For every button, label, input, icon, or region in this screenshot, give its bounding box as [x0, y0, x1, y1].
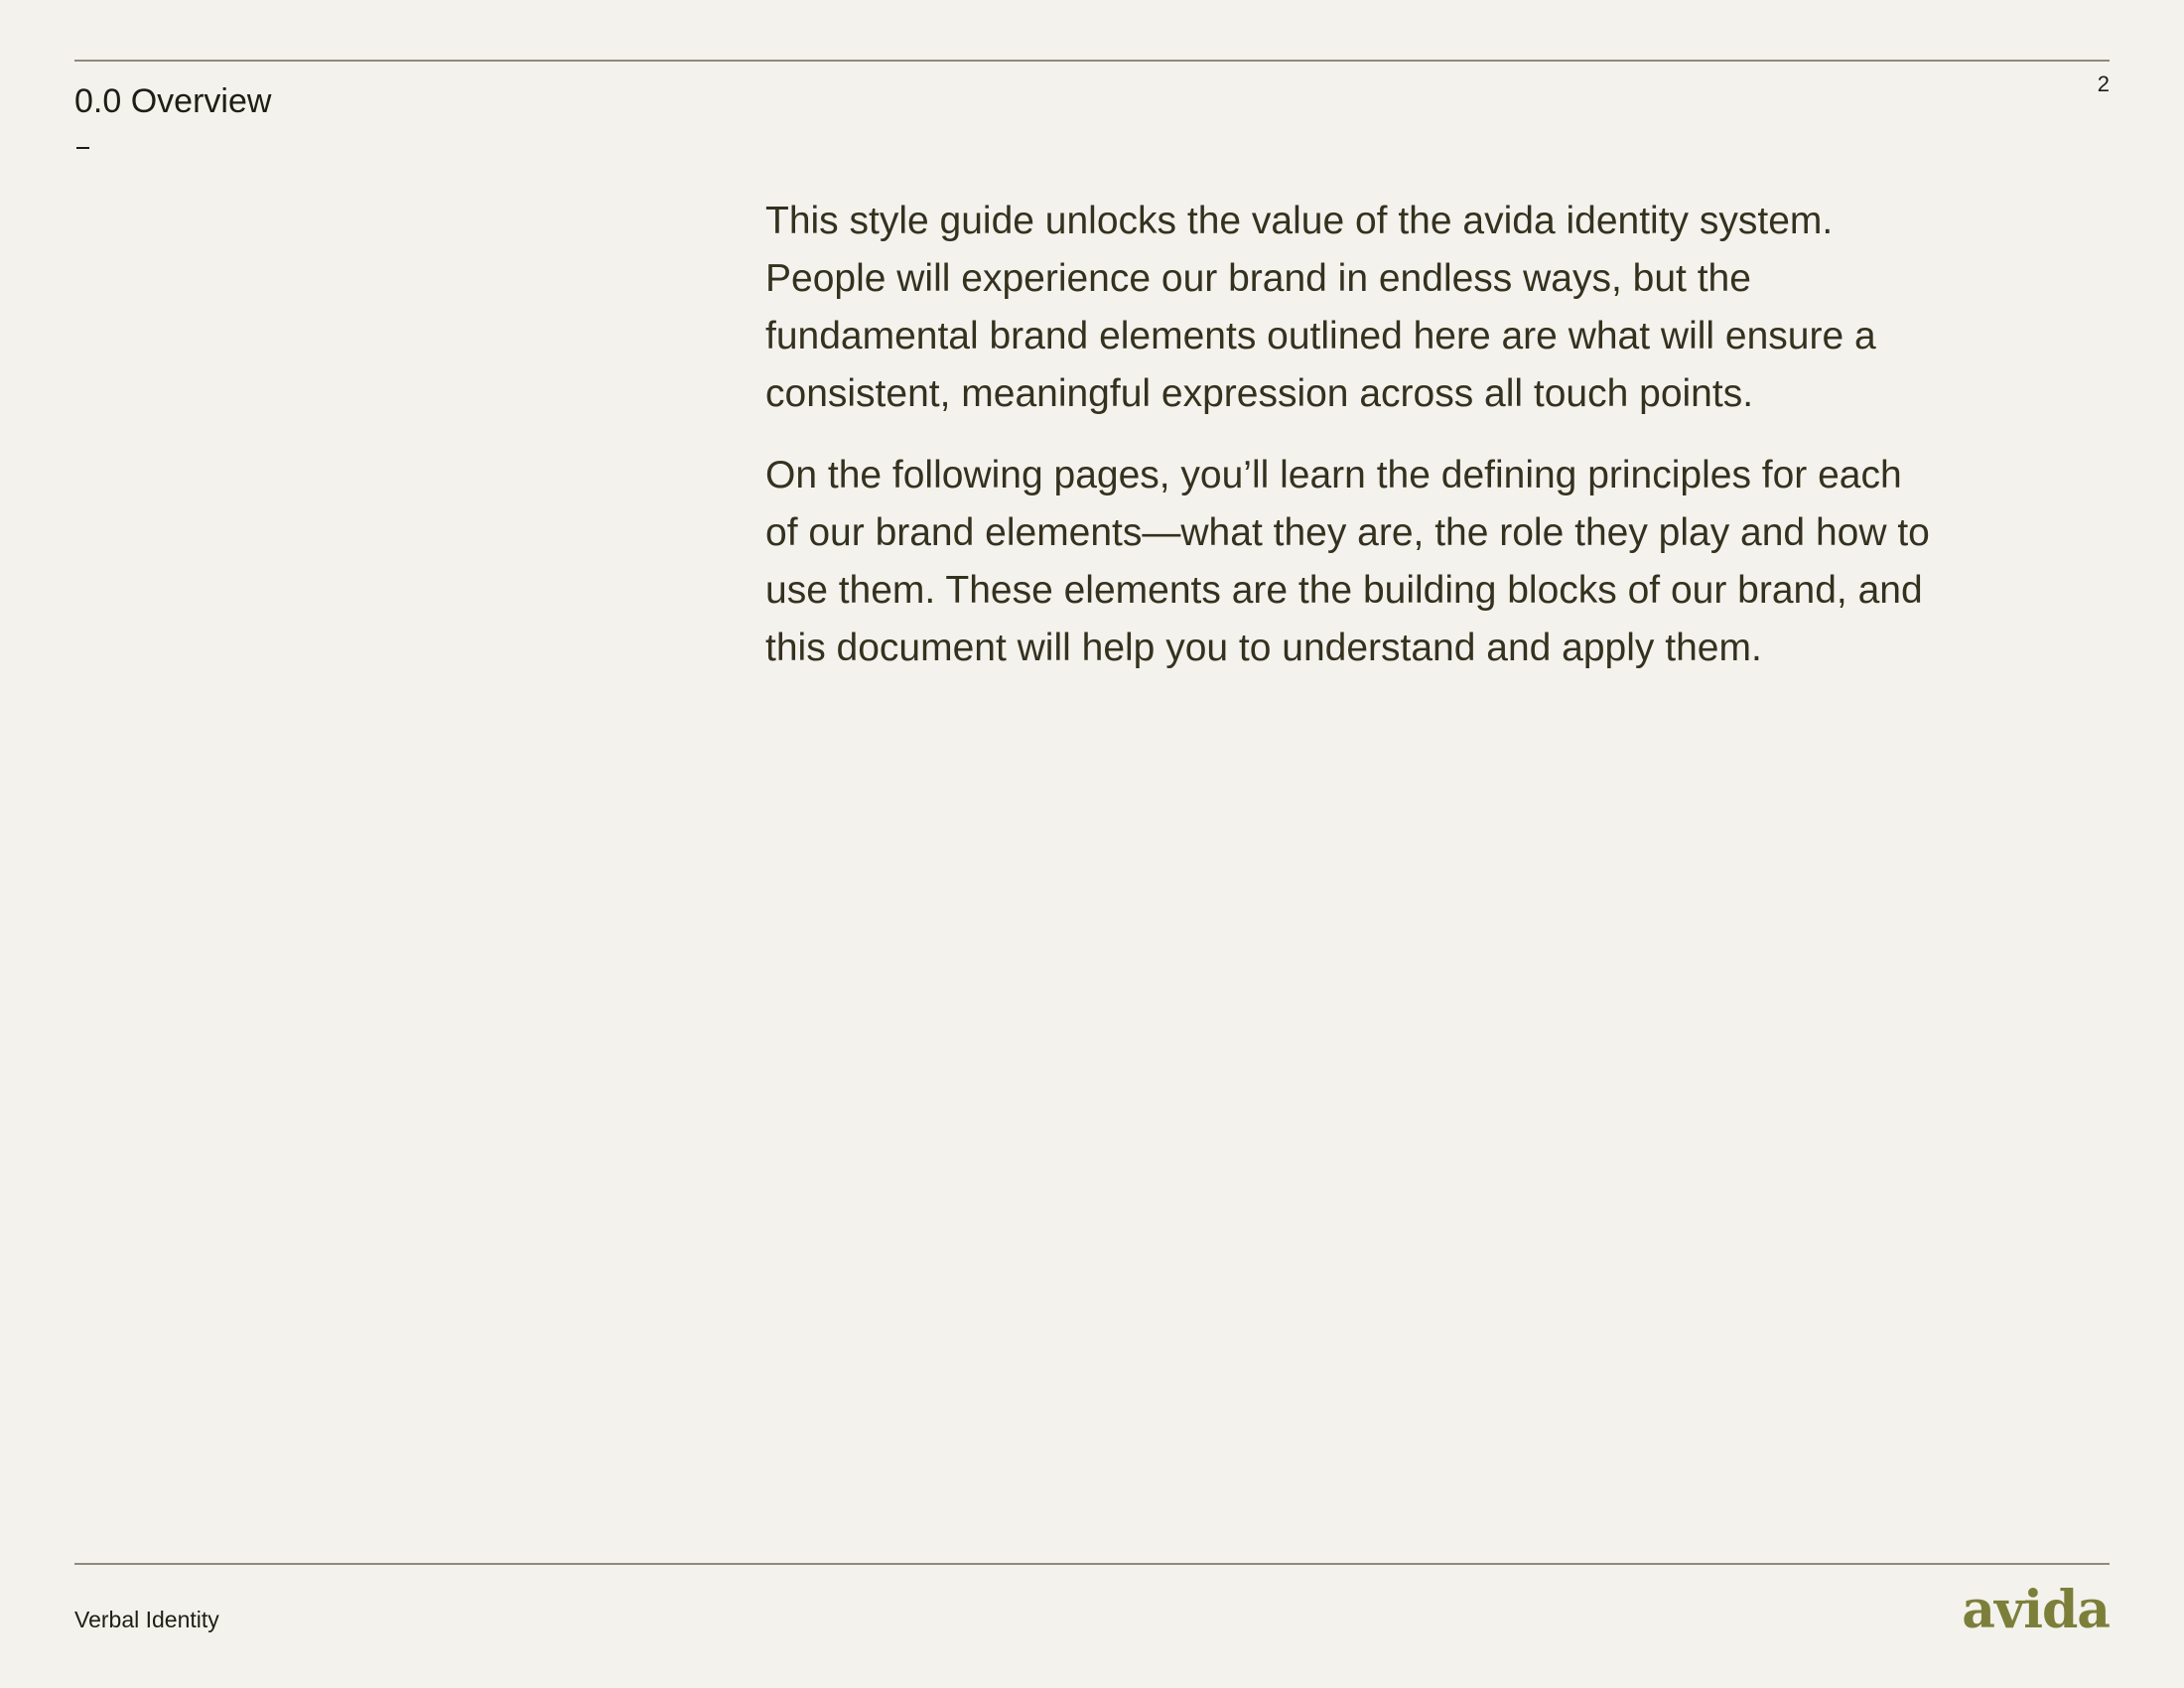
body-text — [765, 193, 1937, 701]
footer-label: Verbal Identity — [74, 1607, 219, 1632]
section-title: 0.0 Overview — [74, 82, 272, 120]
page-number: 2 — [2097, 71, 2110, 96]
brand-logo-text: avida — [1962, 1580, 2110, 1640]
body-paragraph-2: On the following pages, you’ll learn the defining principles for each of our brand elements—what they are, the role they play and how to use them. These elements are the building blocks of our brand, and this document will help you to understand and apply them. — [765, 454, 1930, 669]
body-paragraph-1: This style guide unlocks the value of the avida identity system. People will experience our brand in endless ways, but the fundamental brand elements outlined here are what will ensure a consistent, meaningful expression across all touch points. — [765, 200, 1876, 415]
brand-logo — [1962, 1580, 2110, 1640]
footer-rule — [74, 1563, 2110, 1565]
header-rule — [74, 60, 2110, 62]
title-dash — [76, 147, 89, 149]
